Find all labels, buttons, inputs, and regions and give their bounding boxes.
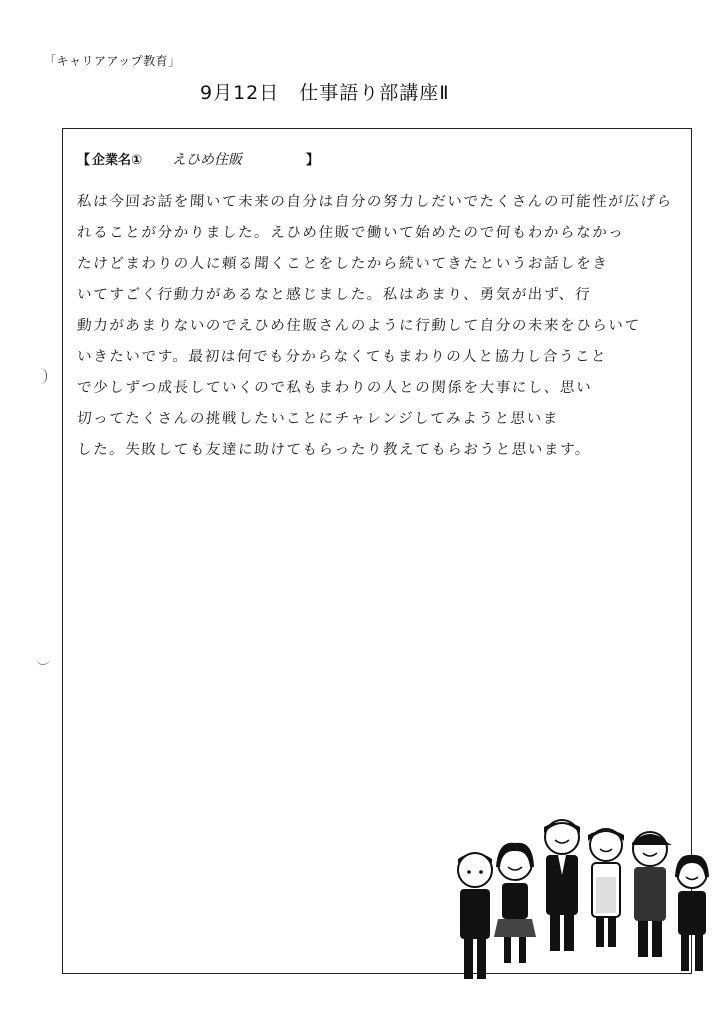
- people-group-illustration: [440, 815, 720, 995]
- person-figure: [458, 853, 492, 979]
- response-line: 動力があまりないのでえひめ住販さんのように行動して自分の未来をひらいて: [76, 318, 642, 334]
- response-line: たけどまわりの人に頼る聞くことをしたから続いてきたというお話しをき: [76, 256, 609, 272]
- response-line: いてすごく行動力があるなと感じました。私はあまり、勇気が出ず、行: [76, 287, 592, 303]
- margin-mark: [36, 656, 50, 665]
- response-line: した。失敗しても友達に助けてもらったり教えてもらおうと思います。: [76, 442, 592, 458]
- handwritten-response: [77, 187, 677, 466]
- response-line: 切ってたくさんの挑戦したいことにチャレンジしてみようと思いま: [76, 411, 560, 427]
- redaction-strip: [402, 106, 662, 126]
- series-label: 「キャリアアップ教育」: [44, 54, 181, 68]
- person-figure: [588, 829, 624, 947]
- page-title: 9月12日 仕事語り部講座Ⅱ: [200, 82, 450, 104]
- company-label: 企業名①: [92, 153, 143, 168]
- person-figure: [544, 820, 580, 951]
- response-line: れることが分かりました。えひめ住販で働いて始めたので何もわからなかっ: [76, 225, 626, 241]
- response-line: で少しずつ成長していくので私もまわりの人との関係を大事にし、思い: [76, 380, 593, 396]
- bracket-open: 【: [77, 153, 91, 168]
- company-name: えひめ住販: [172, 152, 243, 168]
- person-figure: [675, 855, 709, 971]
- company-row: [77, 149, 319, 169]
- response-line: いきたいです。最初は何でも分からなくてもまわりの人と協力し合うこと: [76, 349, 608, 365]
- response-line: 私は今回お話を聞いて未来の自分は自分の努力しだいでたくさんの可能性が広げら: [76, 194, 674, 210]
- person-figure: [632, 832, 672, 957]
- margin-mark: [40, 368, 47, 384]
- bracket-close: 】: [306, 153, 320, 168]
- person-figure: [494, 843, 536, 963]
